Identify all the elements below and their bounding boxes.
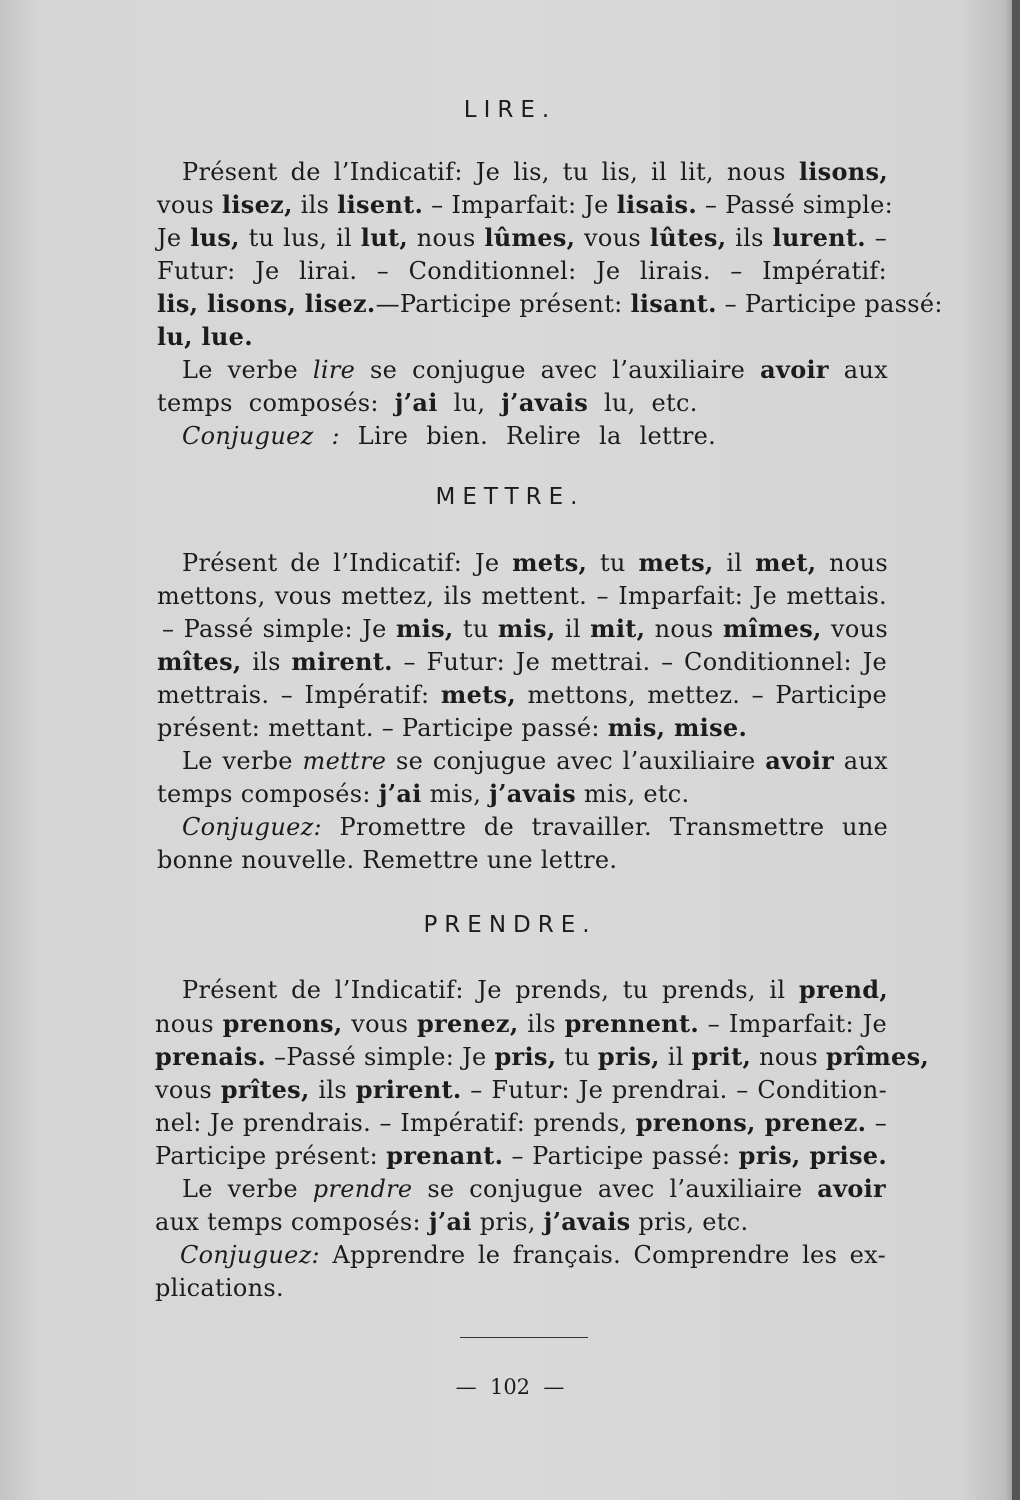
prendre-line-10: plications. <box>155 1274 284 1302</box>
mettre-line-10: bonne nouvelle. Remettre une lettre. <box>157 846 618 874</box>
lire-line-8: temps composés: j’ai lu, j’avais lu, etc. <box>157 388 698 417</box>
lire-line-1: Présent de l’Indicatif: Je lis, tu lis, il lit, nous lisons, <box>182 157 888 186</box>
lire-line-6: lu, lue. <box>157 322 253 351</box>
mettre-conjuguez: Conjuguez: Promettre de travailler. Transmettre une <box>182 813 888 841</box>
prendre-line-2: nous prenons, vous prenez, ils prennent. – Imparfait: Je <box>155 1009 887 1038</box>
page-number: — 102 — <box>455 1375 565 1399</box>
lire-line-3: Je lus, tu lus, il lut, nous lûmes, vous lûtes, ils lurent. – <box>157 223 888 252</box>
lire-line-5: lis, lisons, lisez.—Participe présent: lisant. – Participe passé: <box>157 289 943 318</box>
section-heading-prendre: PRENDRE. <box>423 912 597 938</box>
prendre-line-4: vous prîtes, ils prirent. – Futur: Je prendrai. – Condition- <box>155 1075 887 1104</box>
mettre-line-3: – Passé simple: Je mis, tu mis, il mit, nous mîmes, vous <box>162 614 888 643</box>
footer-rule <box>460 1337 588 1338</box>
page-edge-shadow <box>1012 0 1020 1500</box>
lire-line-4: Futur: Je lirai. – Conditionnel: Je lirais. – Impératif: <box>157 257 887 285</box>
lire-line-2: vous lisez, ils lisent. – Imparfait: Je lisais. – Passé simple: <box>157 190 893 219</box>
lire-conjuguez: Conjuguez : Lire bien. Relire la lettre. <box>182 422 717 450</box>
prendre-line-1: Présent de l’Indicatif: Je prends, tu prends, il prend, <box>182 975 888 1004</box>
prendre-line-3: prenais. –Passé simple: Je pris, tu pris, il prit, nous prîmes, <box>155 1042 930 1071</box>
prendre-line-8: aux temps composés: j’ai pris, j’avais pris, etc. <box>155 1207 749 1236</box>
prendre-conjuguez: Conjuguez: Apprendre le français. Comprendre les ex- <box>180 1241 886 1269</box>
mettre-line-4: mîtes, ils mirent. – Futur: Je mettrai. – Conditionnel: Je <box>157 647 887 676</box>
section-heading-lire: LIRE. <box>463 97 557 123</box>
lire-line-7: Le verbe lire se conjugue avec l’auxiliaire avoir aux <box>182 355 888 384</box>
prendre-line-6: Participe présent: prenant. – Participe passé: pris, prise. <box>155 1141 888 1170</box>
mettre-line-6: présent: mettant. – Participe passé: mis, mise. <box>157 713 748 742</box>
prendre-line-7: Le verbe prendre se conjugue avec l’auxiliaire avoir <box>182 1174 886 1203</box>
prendre-line-5: nel: Je prendrais. – Impératif: prends, prenons, prenez. – <box>155 1108 887 1137</box>
mettre-line-5: mettrais. – Impératif: mets, mettons, mettez. – Participe <box>157 680 887 709</box>
mettre-line-2: mettons, vous mettez, ils mettent. – Imparfait: Je mettais. <box>157 582 887 610</box>
mettre-line-7: Le verbe mettre se conjugue avec l’auxiliaire avoir aux <box>182 746 888 775</box>
section-heading-mettre: METTRE. <box>435 484 585 510</box>
mettre-line-8: temps composés: j’ai mis, j’avais mis, etc. <box>157 779 690 808</box>
mettre-line-1: Présent de l’Indicatif: Je mets, tu mets, il met, nous <box>182 548 889 577</box>
